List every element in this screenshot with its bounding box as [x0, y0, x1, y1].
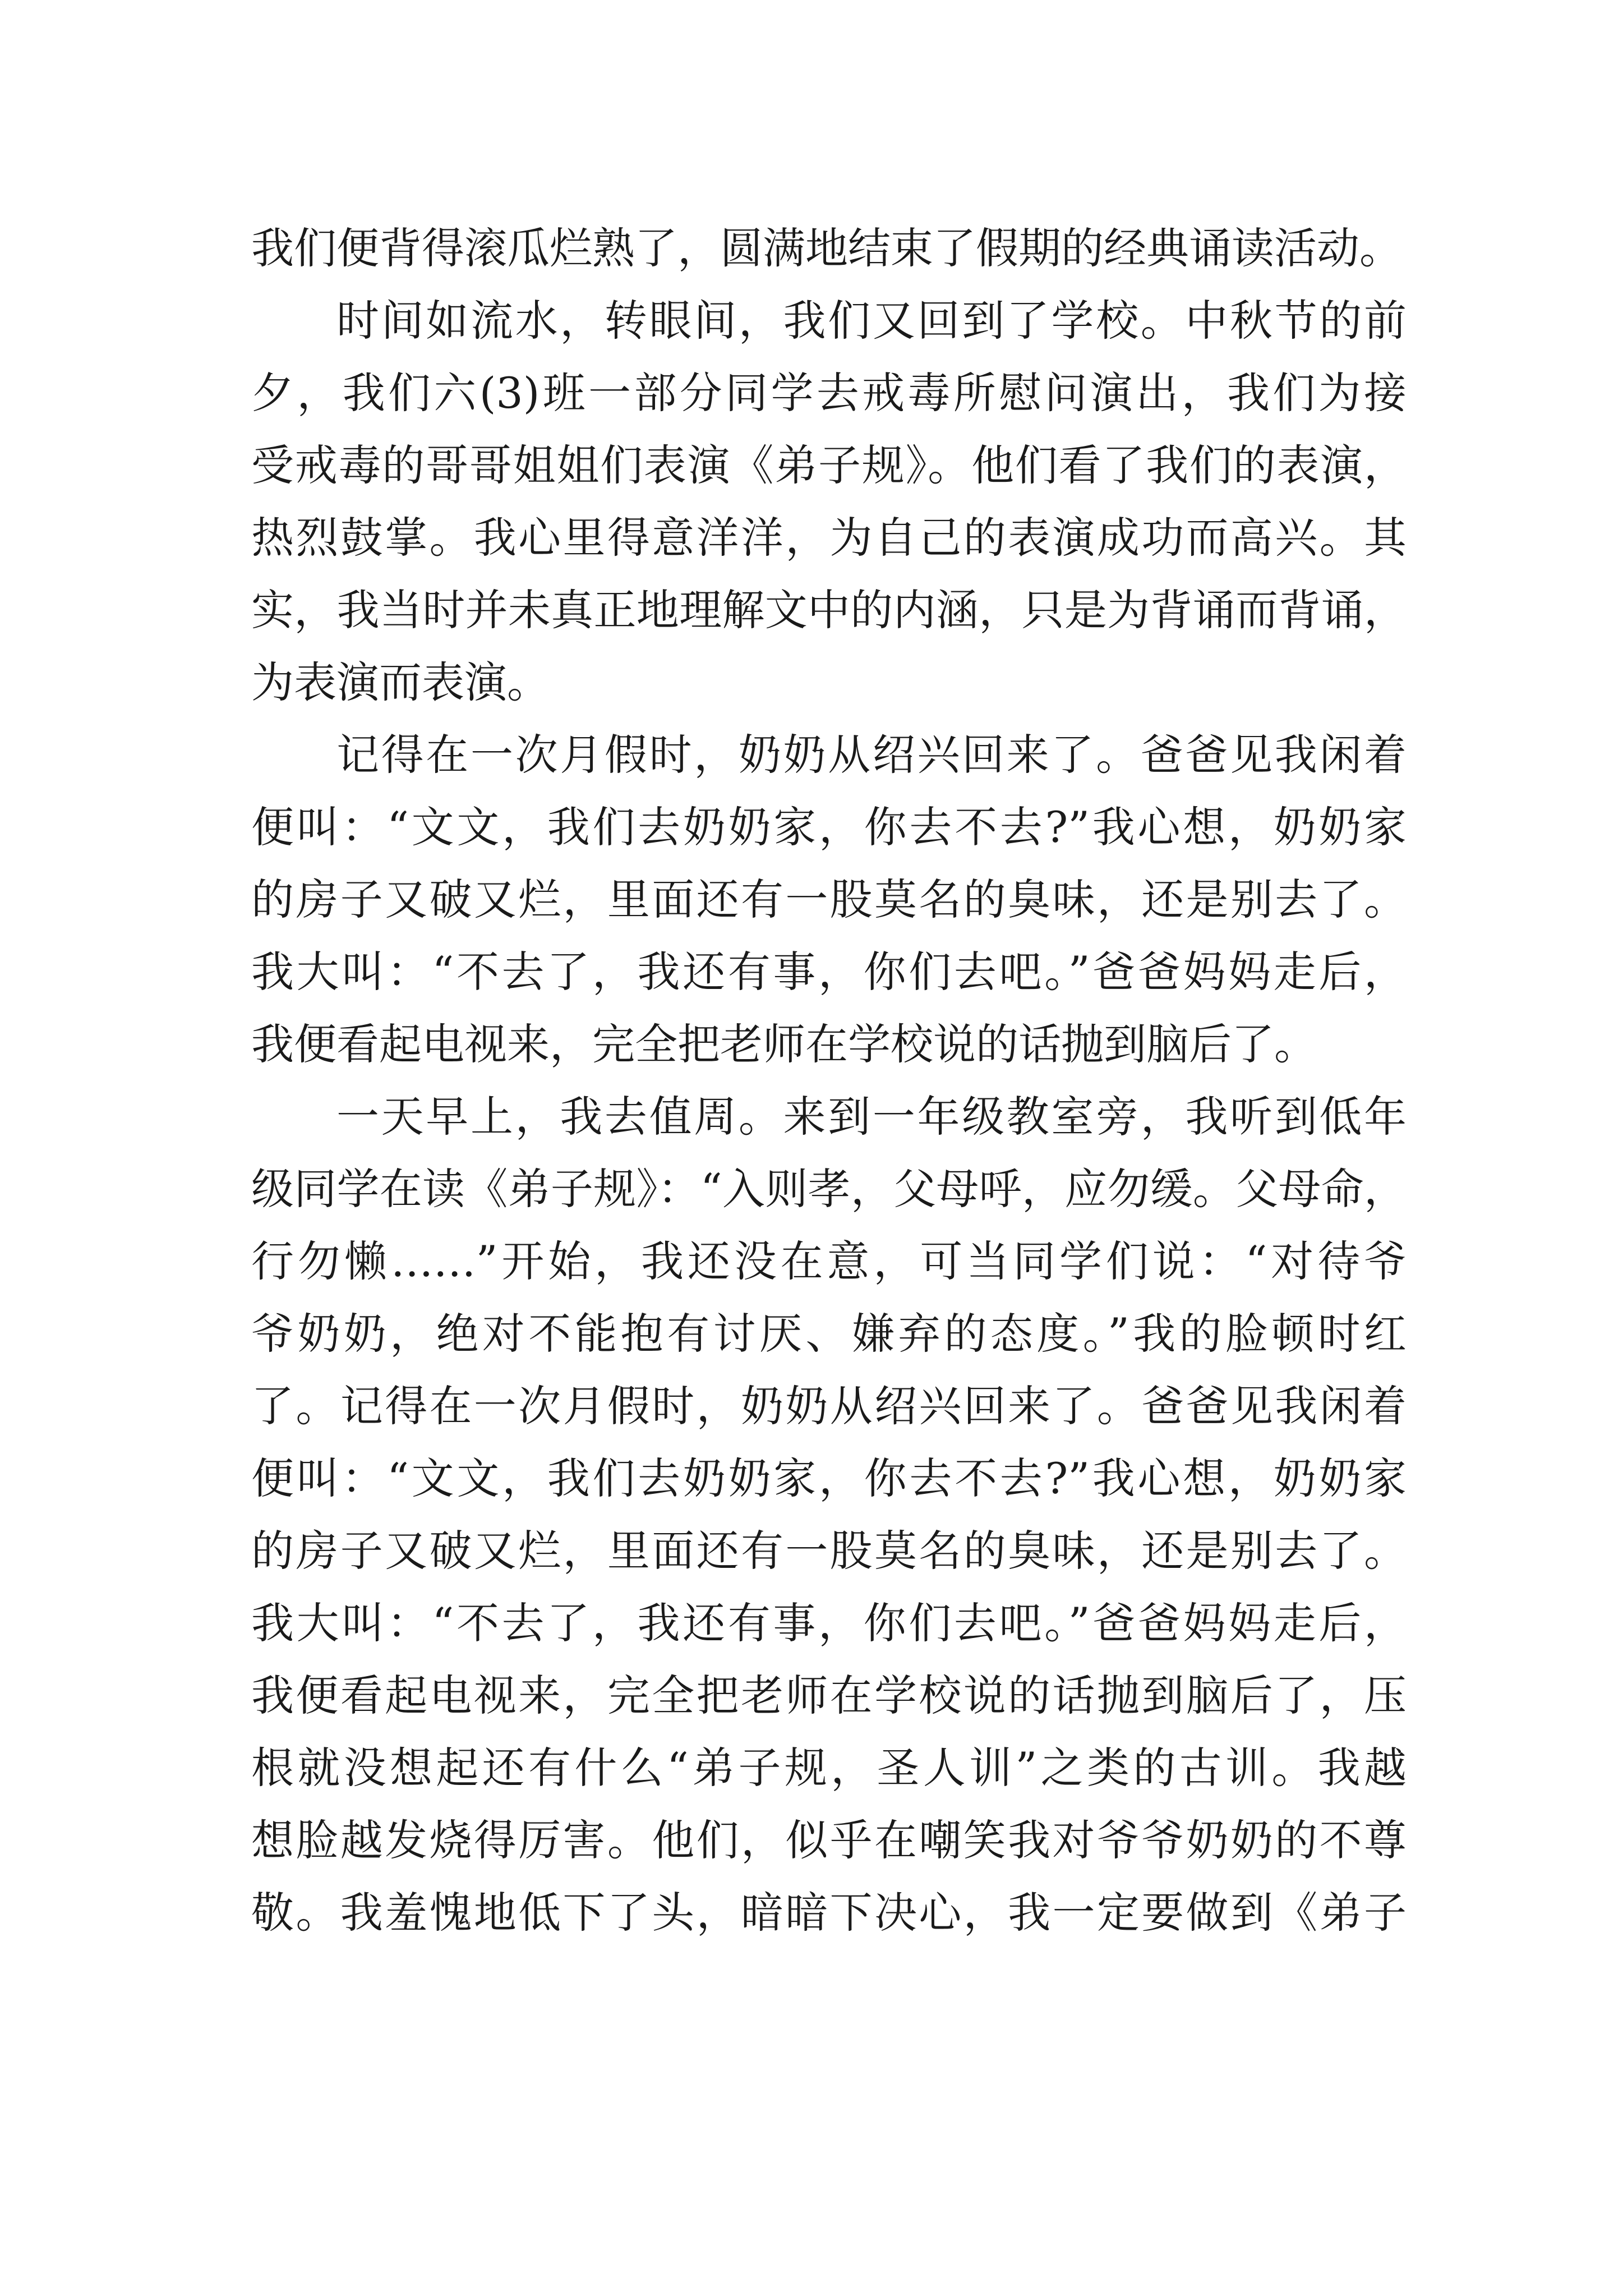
- text-line: 一天早上，我去值周。来到一年级教室旁，我听到低年: [336, 1092, 1407, 1142]
- text-line: 爷奶奶，绝对不能抱有讨厌、嫌弃的态度。”我的脸顿时红: [251, 1309, 1407, 1359]
- text-line: 想脸越发烧得厉害。他们，似乎在嘲笑我对爷爷奶奶的不尊: [251, 1815, 1407, 1865]
- text-line: 实，我当时并未真正地理解文中的内涵，只是为背诵而背诵，: [251, 585, 1407, 635]
- text-line: 的房子又破又烂，里面还有一股莫名的臭味，还是别去了。: [251, 1526, 1407, 1576]
- text-line: 级同学在读《弟子规》：“入则孝，父母呼，应勿缓。父母命，: [251, 1164, 1407, 1214]
- text-line: 我大叫：“不去了，我还有事，你们去吧。”爸爸妈妈走后，: [251, 1598, 1407, 1648]
- text-line: 夕，我们六(3)班一部分同学去戒毒所慰问演出，我们为接: [251, 368, 1407, 418]
- text-line: 便叫：“文文，我们去奶奶家，你去不去?”我心想，奶奶家: [251, 1453, 1407, 1503]
- text-line: 我们便背得滚瓜烂熟了，圆满地结束了假期的经典诵读活动。: [251, 223, 1402, 273]
- text-line: 的房子又破又烂，里面还有一股莫名的臭味，还是别去了。: [251, 875, 1407, 924]
- text-line: 行勿懒……”开始，我还没在意，可当同学们说：“对待爷: [251, 1236, 1407, 1286]
- text-line: 我大叫：“不去了，我还有事，你们去吧。”爸爸妈妈走后，: [251, 947, 1407, 997]
- text-line: 敬。我羞愧地低下了头，暗暗下决心，我一定要做到《弟子: [251, 1888, 1407, 1938]
- text-line: 便叫：“文文，我们去奶奶家，你去不去?”我心想，奶奶家: [251, 802, 1407, 852]
- text-line: 时间如流水，转眼间，我们又回到了学校。中秋节的前: [336, 296, 1407, 346]
- text-line: 根就没想起还有什么“弟子规，圣人训”之类的古训。我越: [251, 1743, 1407, 1793]
- text-line: 记得在一次月假时，奶奶从绍兴回来了。爸爸见我闲着: [336, 730, 1407, 780]
- text-line: 为表演而表演。: [251, 657, 550, 707]
- text-line: 我便看起电视来，完全把老师在学校说的话抛到脑后了。: [251, 1019, 1317, 1069]
- text-line: 了。记得在一次月假时，奶奶从绍兴回来了。爸爸见我闲着: [251, 1381, 1407, 1431]
- text-line: 受戒毒的哥哥姐姐们表演《弟子规》。他们看了我们的表演，: [251, 440, 1407, 490]
- text-line: 我便看起电视来，完全把老师在学校说的话抛到脑后了，压: [251, 1671, 1407, 1720]
- body-text: [251, 212, 1407, 1949]
- text-line: 热烈鼓掌。我心里得意洋洋，为自己的表演成功而高兴。其: [251, 513, 1407, 563]
